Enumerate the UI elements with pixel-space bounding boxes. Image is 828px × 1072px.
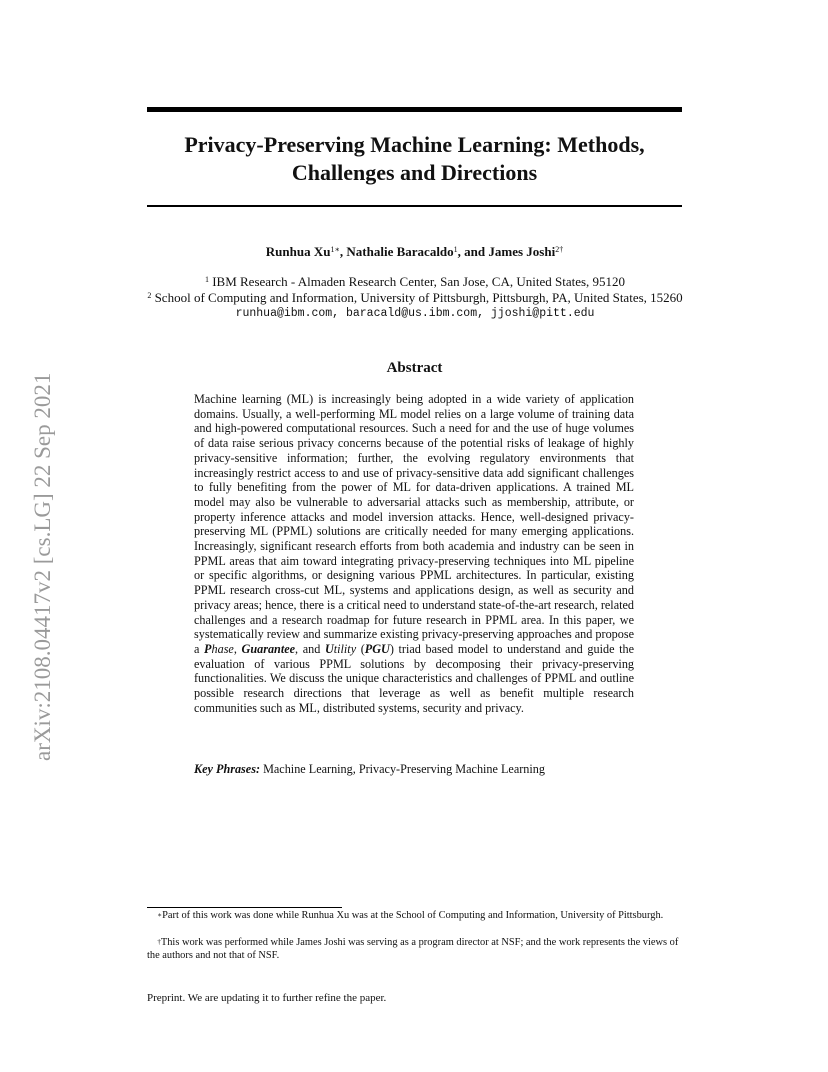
guarantee-term: Guarantee — [241, 641, 296, 656]
preprint-note: Preprint. We are updating it to further refine the paper. — [147, 992, 387, 1004]
affiliation-2-text: School of Computing and Information, University of Pittsburgh, Pittsburgh, PA, United States, 15260 — [154, 290, 683, 305]
key-phrases-label: Key Phrases: — [194, 762, 261, 776]
key-phrases — [194, 762, 634, 777]
affiliation-2-mark: 2 — [147, 291, 152, 300]
abstract-heading: Abstract — [386, 360, 443, 376]
title-top-rule — [147, 107, 682, 112]
author-mark-3: 2† — [555, 245, 564, 254]
affiliation-1-mark: 1 — [204, 275, 209, 284]
affiliation-1 — [100, 274, 730, 290]
author-emails: runhua@ibm.com, baracald@us.ibm.com, jjoshi@pitt.edu — [235, 307, 595, 320]
abstract-body — [194, 392, 634, 715]
footnote-2-mark: † — [157, 938, 161, 946]
phase-term: Phase — [204, 641, 234, 656]
arxiv-side-stamp: arXiv:2108.04417v2 [cs.LG] 22 Sep 2021 — [30, 372, 55, 761]
paper-title-line-1: Privacy-Preserving Machine Learning: Methods, — [184, 132, 645, 157]
author-list — [147, 244, 682, 260]
abstract-comma-1: , — [233, 641, 242, 656]
title-bottom-rule — [147, 205, 682, 207]
footnote-rule — [147, 907, 342, 908]
footnote-1-mark: ∗ — [157, 911, 163, 919]
author-separator-2: , and — [457, 244, 489, 259]
footnote-2-text: This work was performed while James Joshi was serving as a program director at NSF; and the work represents the views of the authors and not that of NSF. — [147, 937, 679, 961]
pgu-term: PGU — [364, 641, 390, 656]
utility-term: Utility — [324, 641, 357, 656]
author-name-2: Nathalie Baracaldo — [346, 244, 454, 259]
abstract-open-paren: ( — [356, 641, 365, 656]
key-phrases-text: Machine Learning, Privacy-Preserving Machine Learning — [260, 762, 545, 776]
paper-title — [147, 131, 682, 187]
abstract-text-part-2: ) triad based model to understand and guide the evaluation of various PPML solutions by decomposing their privacy-preserving functionalities. We discuss the unique characteristics and challenges of PPML and outline possible research directions that leverage as well as benefit multiple research communities such as ML, distributed systems, security and privacy. — [194, 641, 635, 715]
footnote-1 — [147, 910, 682, 923]
author-separator-1: , — [339, 244, 347, 259]
author-mark-2: 1 — [453, 245, 458, 254]
footnote-1-text: Part of this work was done while Runhua Xu was at the School of Computing and Information, University of Pittsburgh. — [162, 910, 664, 921]
paper-title-line-2: Challenges and Directions — [291, 160, 538, 185]
author-name-1: Runhua Xu — [265, 244, 331, 259]
author-mark-1: 1∗ — [330, 245, 340, 254]
affiliation-2 — [100, 290, 730, 306]
affiliation-1-text: IBM Research - Almaden Research Center, San Jose, CA, United States, 95120 — [212, 274, 626, 289]
abstract-comma-2: , and — [295, 641, 325, 656]
footnote-2 — [147, 937, 682, 962]
author-name-3: James Joshi — [488, 244, 556, 259]
abstract-text-part-1: Machine learning (ML) is increasingly being adopted in a wide variety of application domains. Usually, a well-performing ML model relies on a large volume of training data and high-powered computational resources. Such a need for and the use of huge volumes of data raise serious privacy concerns because of the potential risks of leakage of highly privacy-sensitive information; further, the evolving regulatory environments that increasingly restrict access to and use of privacy-sensitive data add significant challenges to fully benefiting from the power of ML for data-driven applications. A trained ML model may also be vulnerable to adversarial attacks such as membership, attribute, or property inference attacks and model inversion attacks. Hence, well-designed privacy-preserving ML (PPML) solutions are critically needed for many emerging applications. Increasingly, significant research efforts from both academia and industry can be seen in PPML areas that aim toward integrating privacy-preserving techniques into ML pipeline or specific algorithms, or designing various PPML architectures. In particular, existing PPML research cross-cut ML, systems and applications design, as well as security and privacy areas; hence, there is a critical need to understand state-of-the-art research, related challenges and a research roadmap for future research in PPML area. In this paper, we systematically review and summarize existing privacy-preserving approaches and propose a — [194, 392, 634, 656]
